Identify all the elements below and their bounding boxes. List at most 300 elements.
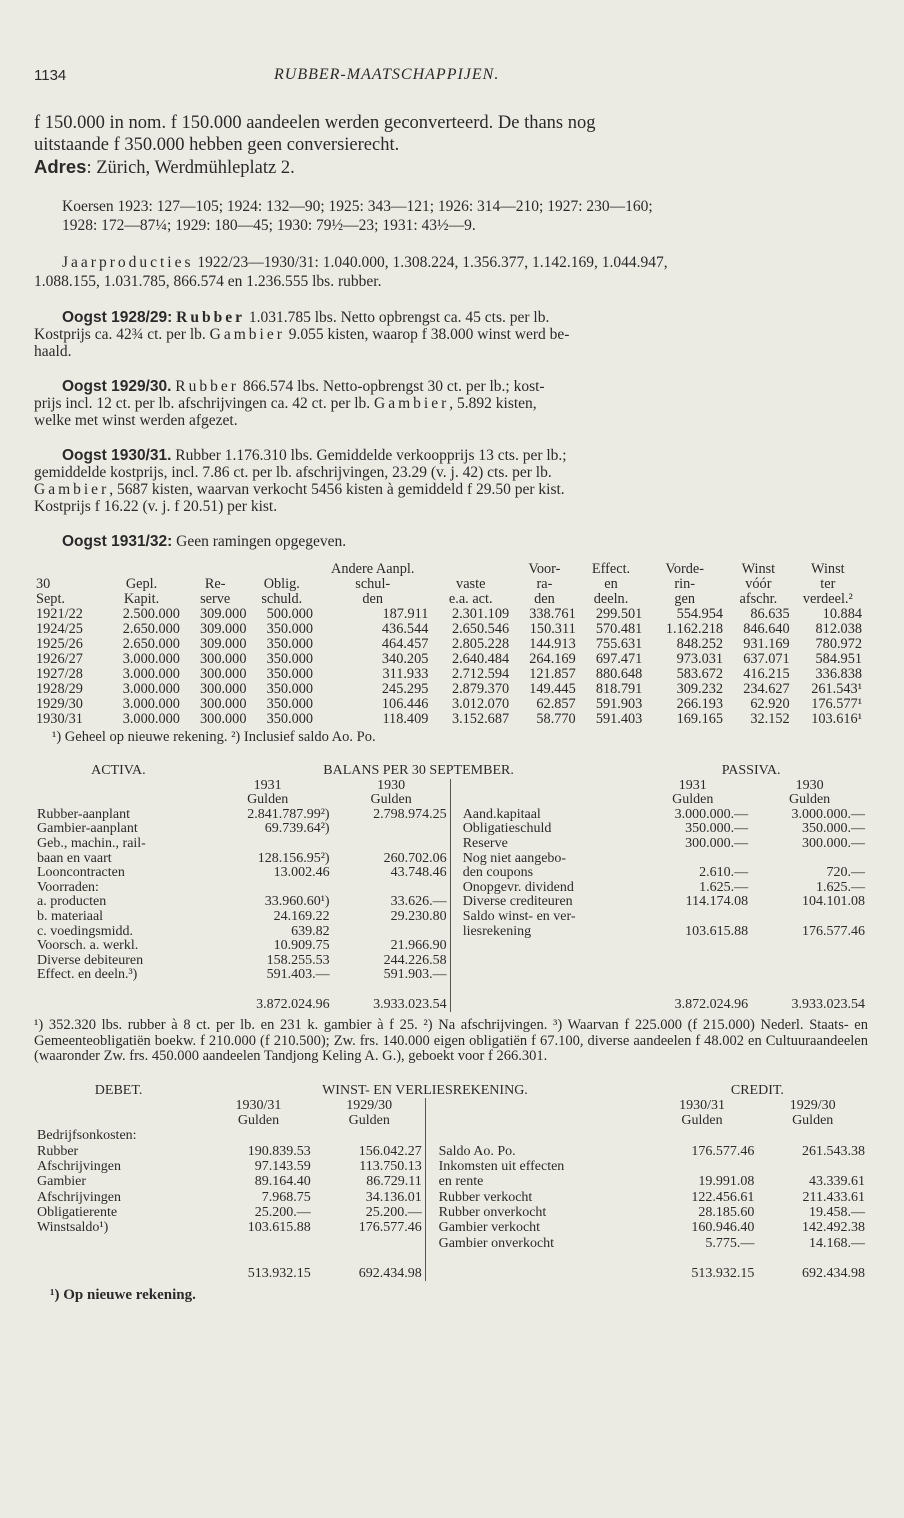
ledger-divider bbox=[450, 998, 460, 1013]
ledger-divider bbox=[450, 837, 460, 852]
balance-year-1: 1931 bbox=[253, 777, 282, 793]
ledger-right-value-2: 720.— bbox=[826, 865, 865, 881]
ledger-total: 3.872.024.96 bbox=[674, 996, 749, 1012]
ledger-left-value-1: 103.615.88 bbox=[247, 1220, 311, 1236]
ledger-divider bbox=[450, 881, 460, 896]
ledger-right-value-1: 5.775.— bbox=[705, 1235, 755, 1251]
stats-cell: 436.544 bbox=[381, 621, 429, 637]
stats-cell: 106.446 bbox=[381, 696, 429, 712]
stats-cell: 931.169 bbox=[743, 636, 790, 652]
stats-header-cell bbox=[34, 562, 101, 577]
stats-cell: 350.000 bbox=[266, 711, 314, 727]
ledger-left-value-2: 25.200.— bbox=[365, 1204, 422, 1220]
ledger-right-label: Saldo winst- en ver- bbox=[462, 908, 576, 924]
ledger-row bbox=[34, 881, 868, 896]
stats-cell: 2.650.000 bbox=[122, 621, 180, 637]
ledger-row bbox=[34, 954, 868, 969]
ledger-left-label: Voorsch. a. werkl. bbox=[37, 938, 139, 954]
ledger-left-value-1: 10.909.75 bbox=[273, 938, 330, 954]
ledger-right-value-1: 122.456.61 bbox=[691, 1189, 755, 1205]
ledger-right-value-1 bbox=[634, 910, 751, 925]
ledger-right-label: Rubber verkocht bbox=[438, 1189, 533, 1205]
ledger-left-value-1: 639.82 bbox=[291, 923, 330, 939]
ledger-row bbox=[34, 837, 868, 852]
stats-cell: 187.911 bbox=[382, 606, 429, 622]
stats-table-body bbox=[34, 607, 864, 727]
stats-cell: 2.500.000 bbox=[122, 606, 180, 622]
oogst-1930-paragraph bbox=[34, 447, 868, 515]
ledger-right-value-1 bbox=[634, 852, 751, 867]
ledger-left-label: Looncontracten bbox=[37, 865, 125, 881]
intro-line-1: f 150.000 in nom. f 150.000 aandeelen werden geconverteerd. De thans nog bbox=[34, 113, 596, 133]
stats-cell: 584.951 bbox=[815, 651, 862, 667]
ledger-total: 513.932.15 bbox=[247, 1266, 311, 1282]
ledger-divider bbox=[450, 808, 460, 823]
ledger-left-label: c. voedingsmidd. bbox=[37, 923, 134, 939]
ledger-row bbox=[34, 1159, 868, 1174]
stats-cell: 350.000 bbox=[266, 636, 314, 652]
pl-unit: Gulden bbox=[681, 1113, 723, 1129]
ledger-divider bbox=[450, 968, 460, 983]
ledger-left-value-2: 260.702.06 bbox=[383, 850, 447, 866]
ledger-divider bbox=[425, 1205, 435, 1220]
ledger-row bbox=[34, 866, 868, 881]
ledger-left-value-2: 33.626.— bbox=[390, 894, 447, 910]
stats-row bbox=[34, 697, 864, 712]
stats-cell: 846.640 bbox=[743, 621, 790, 637]
stats-cell: 3.000.000 bbox=[122, 711, 180, 727]
ledger-right-value-2 bbox=[751, 910, 868, 925]
ledger-divider bbox=[425, 1220, 435, 1235]
ledger-left-value-1: 69.739.64²) bbox=[264, 821, 330, 837]
ledger-right-value-1: 300.000.— bbox=[685, 835, 749, 851]
ledger-right-value-2 bbox=[757, 1159, 868, 1174]
stats-cell: 3.152.687 bbox=[451, 711, 510, 727]
intro-line-2: uitstaande f 350.000 hebben geen conversierecht. bbox=[34, 135, 400, 155]
stats-header-cell: Winst bbox=[741, 561, 776, 577]
ledger-left-value-1: 128.156.95²) bbox=[257, 850, 330, 866]
stats-cell: 416.215 bbox=[743, 666, 790, 682]
ledger-left-label: Effect. en deeln.³) bbox=[37, 967, 138, 983]
ledger-divider bbox=[450, 895, 460, 910]
ledger-right-value-1: 1.625.— bbox=[699, 879, 749, 895]
ledger-left-value-2: 34.136.01 bbox=[365, 1189, 422, 1205]
ledger-empty bbox=[460, 939, 635, 954]
stats-cell: 464.457 bbox=[381, 636, 429, 652]
ledger-divider bbox=[450, 910, 460, 925]
oogst-1929-label: Oogst 1929/30. bbox=[62, 378, 172, 395]
activa-label: ACTIVA. bbox=[91, 763, 146, 778]
stats-cell: 1928/29 bbox=[36, 681, 83, 697]
ledger-left-value-2 bbox=[333, 822, 451, 837]
ledger-divider bbox=[450, 939, 460, 954]
ledger-right-value-1: 103.615.88 bbox=[685, 923, 749, 939]
oogst-1930-text-2: gemiddelde kostprijs, incl. 7.86 ct. per lb. afschrijvingen, 23.29 (v. j. 42) cts. per lb. bbox=[34, 464, 552, 481]
ledger-left-value-2: 176.577.46 bbox=[358, 1220, 422, 1236]
stats-cell: 1.162.218 bbox=[665, 621, 724, 637]
oogst-1931-text: Geen ramingen opgegeven. bbox=[172, 533, 347, 550]
ledger-left-value-2 bbox=[333, 925, 451, 940]
stats-header-cell: Voor- bbox=[528, 561, 561, 577]
ledger-empty bbox=[314, 1236, 425, 1251]
oogst-1929-text-3: welke met winst werden afgezet. bbox=[34, 412, 238, 429]
ledger-right-label: Gambier verkocht bbox=[438, 1220, 541, 1236]
ledger-right-value-1 bbox=[647, 1159, 758, 1174]
stats-header-cell: Kapit. bbox=[123, 591, 160, 607]
stats-cell: 2.650.546 bbox=[451, 621, 510, 637]
stats-header-cell: Effect. bbox=[591, 561, 631, 577]
stats-header-cell: schuld. bbox=[261, 591, 303, 607]
rubber-label: Rubber bbox=[175, 378, 239, 395]
balance-year-1-right: 1931 bbox=[678, 777, 707, 793]
ledger-right-label: Diverse crediteuren bbox=[462, 894, 573, 910]
ledger-total-row bbox=[34, 1266, 868, 1281]
ledger-right-value-2 bbox=[757, 1128, 868, 1143]
stats-header-cell: ter bbox=[820, 576, 836, 592]
gambier-label: Gambier bbox=[209, 326, 285, 343]
ledger-empty bbox=[436, 1266, 647, 1281]
running-title: RUBBER-MAATSCHAPPIJEN. bbox=[274, 66, 500, 83]
stats-header-cell: gen bbox=[674, 591, 696, 607]
stats-table bbox=[34, 562, 864, 727]
ledger-left-label: Afschrijvingen bbox=[37, 1159, 121, 1175]
stats-header-cell bbox=[430, 562, 511, 577]
ledger-total-row bbox=[34, 998, 868, 1013]
ledger-left-value-2: 244.226.58 bbox=[383, 952, 447, 968]
ledger-right-value-1 bbox=[647, 1128, 758, 1143]
ledger-divider bbox=[450, 925, 460, 940]
stats-header-cell: en bbox=[604, 576, 618, 592]
ledger-row bbox=[34, 822, 868, 837]
ledger-right-value-1: 28.185.60 bbox=[698, 1204, 755, 1220]
profit-loss-footnote: ¹) Op nieuwe rekening. bbox=[50, 1287, 196, 1304]
oogst-1931-paragraph bbox=[34, 533, 868, 550]
stats-cell: 1924/25 bbox=[36, 621, 83, 637]
ledger-row bbox=[34, 1144, 868, 1159]
ledger-left-label: Diverse debiteuren bbox=[37, 952, 144, 968]
stats-cell: 3.000.000 bbox=[122, 666, 180, 682]
oogst-1930-text-1: Rubber 1.176.310 lbs. Gemiddelde verkoopprijs 13 cts. per lb.; bbox=[171, 447, 567, 464]
ledger-left-label: a. producten bbox=[37, 894, 107, 910]
ledger-right-label: Gambier onverkocht bbox=[438, 1235, 555, 1251]
stats-cell: 264.169 bbox=[529, 651, 576, 667]
ledger-right-value-1: 350.000.— bbox=[685, 821, 749, 837]
balance-sheet bbox=[34, 764, 868, 1012]
koersen-paragraph bbox=[34, 197, 868, 235]
stats-row bbox=[34, 637, 864, 652]
jaarproducties-text-1: 1922/23—1930/31: 1.040.000, 1.308.224, 1.356.377, 1.142.169, 1.044.947, bbox=[193, 254, 668, 271]
stats-header-cell: Winst bbox=[811, 561, 845, 577]
pl-year-1: 1930/31 bbox=[235, 1097, 282, 1113]
stats-cell: 103.616¹ bbox=[811, 711, 862, 727]
ledger-left-value-2 bbox=[333, 837, 451, 852]
stats-cell: 1929/30 bbox=[36, 696, 83, 712]
stats-cell: 1927/28 bbox=[36, 666, 83, 682]
ledger-left-value-2: 2.798.974.25 bbox=[373, 806, 447, 822]
ledger-row bbox=[34, 1128, 868, 1143]
gambier-label: Gambier bbox=[374, 395, 450, 412]
pl-year-2: 1929/30 bbox=[346, 1097, 393, 1113]
stats-header-cell: rin- bbox=[674, 576, 696, 592]
stats-cell: 300.000 bbox=[200, 696, 247, 712]
stats-cell: 300.000 bbox=[200, 666, 247, 682]
stats-header-cell: e.a. act. bbox=[448, 591, 493, 607]
ledger-right-value-1: 3.000.000.— bbox=[674, 806, 749, 822]
stats-header-cell bbox=[248, 562, 315, 577]
ledger-divider bbox=[450, 822, 460, 837]
stats-cell: 2.712.594 bbox=[451, 666, 510, 682]
ledger-right-value-2: 142.492.38 bbox=[802, 1220, 865, 1236]
balance-unit: Gulden bbox=[370, 792, 412, 808]
address-value: : Zürich, Werdmühleplatz 2. bbox=[86, 158, 295, 178]
ledger-total: 692.434.98 bbox=[802, 1266, 865, 1282]
stats-header-cell: vaste bbox=[456, 576, 486, 592]
jaarproducties-text-2: 1.088.155, 1.031.785, 866.574 en 1.236.555 lbs. rubber. bbox=[34, 273, 382, 290]
jaarproducties-paragraph bbox=[34, 253, 868, 291]
address-label: Adres bbox=[34, 156, 87, 177]
gambier-label: Gambier bbox=[34, 481, 110, 498]
koersen-text-2: 1928: 172—87¼; 1929: 180—45; 1930: 79½—23; 1931: 43½—9. bbox=[62, 217, 476, 234]
stats-cell: 300.000 bbox=[200, 681, 247, 697]
stats-cell: 570.481 bbox=[595, 621, 643, 637]
stats-cell: 340.205 bbox=[381, 651, 429, 667]
ledger-left-value-2: 156.042.27 bbox=[358, 1143, 422, 1159]
ledger-left-value-1: 33.960.60¹) bbox=[264, 894, 330, 910]
balance-year-2: 1930 bbox=[377, 777, 406, 793]
stats-cell: 1926/27 bbox=[36, 651, 83, 667]
oogst-1928-label: Oogst 1928/29: bbox=[62, 309, 173, 326]
stats-cell: 812.038 bbox=[815, 621, 862, 637]
ledger-divider bbox=[425, 1266, 435, 1281]
balance-year-2-right: 1930 bbox=[795, 777, 824, 793]
ledger-empty bbox=[751, 954, 868, 969]
stats-header-cell: den bbox=[362, 591, 384, 607]
ledger-right-label: liesrekening bbox=[462, 923, 532, 939]
ledger-left-value-1 bbox=[203, 881, 333, 896]
ledger-left-value-1: 24.169.22 bbox=[273, 908, 330, 924]
stats-cell: 309.232 bbox=[676, 681, 724, 697]
ledger-row bbox=[34, 808, 868, 823]
ledger-right-label: den coupons bbox=[462, 865, 534, 881]
pl-year-1-right: 1930/31 bbox=[679, 1097, 725, 1113]
stats-header-cell: serve bbox=[200, 591, 231, 607]
ledger-right-label: en rente bbox=[438, 1174, 484, 1190]
ledger-row bbox=[34, 895, 868, 910]
debet-label: DEBET. bbox=[94, 1082, 143, 1098]
stats-cell: 697.471 bbox=[595, 651, 643, 667]
ledger-left-value-2 bbox=[314, 1128, 425, 1143]
stats-header-cell: Re- bbox=[204, 576, 226, 592]
stats-cell: 591.903 bbox=[595, 696, 643, 712]
ledger-right-value-2: 19.458.— bbox=[809, 1204, 865, 1220]
stats-cell: 780.972 bbox=[815, 636, 862, 652]
ledger-left-value-1: 2.841.787.99²) bbox=[247, 806, 330, 822]
stats-header-cell: deeln. bbox=[593, 591, 629, 607]
ledger-right-label: Aand.kapitaal bbox=[462, 806, 541, 822]
stats-cell: 2.879.370 bbox=[451, 681, 510, 697]
stats-cell: 350.000 bbox=[266, 696, 314, 712]
stats-cell: 150.311 bbox=[529, 621, 576, 637]
ledger-right-value-1: 160.946.40 bbox=[691, 1220, 755, 1236]
koersen-text-1: 1923: 127—105; 1924: 132—90; 1925: 343—121; 1926: 314—210; 1927: 230—160; bbox=[113, 198, 653, 215]
stats-cell: 309.000 bbox=[200, 606, 247, 622]
ledger-row bbox=[34, 1174, 868, 1189]
stats-cell: 1930/31 bbox=[36, 711, 83, 727]
oogst-1930-label: Oogst 1930/31. bbox=[62, 447, 172, 464]
ledger-left-value-2: 43.748.46 bbox=[390, 865, 447, 881]
ledger-right-value-2: 1.625.— bbox=[816, 879, 865, 895]
stats-row bbox=[34, 667, 864, 682]
ledger-right-label: Onopgevr. dividend bbox=[462, 879, 574, 895]
ledger-empty bbox=[460, 998, 635, 1013]
stats-cell: 2.650.000 bbox=[122, 636, 180, 652]
ledger-divider bbox=[425, 1174, 435, 1189]
stats-cell: 149.445 bbox=[529, 681, 576, 697]
pl-unit: Gulden bbox=[348, 1113, 390, 1129]
jaarproducties-label: Jaarproducties bbox=[62, 254, 194, 271]
ledger-left-value-1 bbox=[203, 837, 333, 852]
ledger-left-value-2: 113.750.13 bbox=[359, 1159, 422, 1175]
stats-header-cell bbox=[182, 562, 249, 577]
stats-cell: 309.000 bbox=[200, 621, 247, 637]
stats-header-row bbox=[34, 562, 864, 577]
balance-footnote: ¹) 352.320 lbs. rubber à 8 ct. per lb. en 231 k. gambier à f 25. ²) Na afschrijvingen. ³) Waarvan f 225.000 (f 215.000) Nederl. Staats- en Gemeenteobligatiën boekw. f 210.000 (f 210.500); Zw. frs. 140.000 eigen obligatiën f 67.100, diverse aandeelen f 48.002 en Cultuuraandeelen (waaronder Zw. frs. 450.000 aandeelen Tandjong Keling A. G.), geboekt voor f 266.301. bbox=[34, 1017, 868, 1065]
stats-cell: 144.913 bbox=[529, 636, 576, 652]
ledger-row bbox=[34, 968, 868, 983]
ledger-row bbox=[34, 1236, 868, 1251]
ledger-right-label: Obligatieschuld bbox=[462, 821, 552, 837]
stats-cell: 261.543¹ bbox=[811, 681, 862, 697]
ledger-right-value-2 bbox=[751, 852, 868, 867]
ledger-left-label: Voorraden: bbox=[37, 879, 99, 895]
ledger-right-value-2: 211.433.61 bbox=[802, 1189, 865, 1205]
stats-cell: 2.640.484 bbox=[451, 651, 510, 667]
stats-row bbox=[34, 652, 864, 667]
stats-cell: 350.000 bbox=[266, 681, 314, 697]
ledger-row bbox=[34, 1205, 868, 1220]
stats-cell: 818.791 bbox=[595, 681, 643, 697]
stats-cell: 848.252 bbox=[676, 636, 724, 652]
ledger-left-value-1: 158.255.53 bbox=[266, 952, 330, 968]
stats-cell: 3.000.000 bbox=[122, 696, 180, 712]
page-number: 1134 bbox=[34, 66, 67, 84]
stats-cell: 234.627 bbox=[743, 681, 790, 697]
stats-cell: 637.071 bbox=[743, 651, 790, 667]
ledger-left-label: Rubber-aanplant bbox=[37, 806, 131, 822]
stats-note: ¹) Geheel op nieuwe rekening. ²) Inclusief saldo Ao. Po. bbox=[52, 729, 376, 745]
stats-cell: 350.000 bbox=[266, 651, 314, 667]
ledger-right-label bbox=[436, 1128, 647, 1143]
ledger-row bbox=[34, 1190, 868, 1205]
stats-header-cell: schul- bbox=[355, 576, 391, 592]
ledger-empty bbox=[751, 939, 868, 954]
rubber-label: Rubber bbox=[176, 309, 245, 326]
oogst-1928-text-2a: Kostprijs ca. 42¾ ct. per lb. bbox=[34, 326, 206, 343]
balance-unit: Gulden bbox=[788, 792, 831, 808]
ledger-right-label: Reserve bbox=[462, 835, 508, 851]
stats-cell: 2.805.228 bbox=[451, 636, 510, 652]
ledger-empty bbox=[34, 998, 203, 1013]
stats-row bbox=[34, 607, 864, 622]
ledger-left-label: Bedrijfsonkosten: bbox=[37, 1128, 137, 1144]
ledger-left-value-1 bbox=[203, 1128, 314, 1143]
oogst-1929-paragraph bbox=[34, 378, 868, 429]
oogst-1931-label: Oogst 1931/32: bbox=[62, 533, 173, 550]
pl-year-2-right: 1929/30 bbox=[789, 1097, 836, 1113]
stats-header-cell: Oblig. bbox=[263, 576, 300, 592]
balance-unit: Gulden bbox=[672, 792, 714, 808]
ledger-left-value-1: 190.839.53 bbox=[247, 1143, 311, 1159]
stats-cell: 300.000 bbox=[200, 711, 247, 727]
ledger-total: 3.872.024.96 bbox=[256, 996, 330, 1012]
stats-cell: 500.000 bbox=[266, 606, 314, 622]
ledger-right-value-2: 14.168.— bbox=[809, 1235, 865, 1251]
ledger-divider bbox=[425, 1128, 435, 1143]
ledger-right-value-1: 19.991.08 bbox=[698, 1174, 755, 1190]
stats-cell: 300.000 bbox=[200, 651, 247, 667]
ledger-right-value-2: 176.577.46 bbox=[802, 923, 865, 939]
stats-header-cell: afschr. bbox=[739, 591, 778, 607]
stats-cell: 3.000.000 bbox=[122, 681, 180, 697]
stats-cell: 973.031 bbox=[676, 651, 724, 667]
ledger-empty bbox=[34, 1266, 203, 1281]
passiva-label: PASSIVA. bbox=[721, 763, 781, 778]
ledger-row bbox=[34, 852, 868, 867]
stats-cell: 350.000 bbox=[266, 621, 314, 637]
stats-cell: 311.933 bbox=[382, 666, 429, 682]
stats-cell: 554.954 bbox=[676, 606, 724, 622]
stats-row bbox=[34, 682, 864, 697]
ledger-divider bbox=[425, 1236, 435, 1251]
oogst-1928-text-1: 1.031.785 lbs. Netto opbrengst ca. 45 cts. per lb. bbox=[244, 309, 550, 326]
ledger-left-value-1: 97.143.59 bbox=[254, 1159, 311, 1175]
stats-header-cell: 30 bbox=[36, 576, 51, 592]
ledger-right-value-2: 3.000.000.— bbox=[791, 806, 865, 822]
stats-header-cell: vóór bbox=[745, 576, 772, 592]
stats-cell: 3.000.000 bbox=[122, 651, 180, 667]
ledger-empty bbox=[203, 1236, 314, 1251]
stats-cell: 583.672 bbox=[676, 666, 724, 682]
stats-cell: 299.501 bbox=[595, 606, 643, 622]
ledger-right-label: Nog niet aangebo- bbox=[462, 850, 567, 866]
intro-paragraph bbox=[34, 112, 868, 179]
ledger-divider bbox=[450, 866, 460, 881]
stats-cell: 1925/26 bbox=[36, 636, 83, 652]
stats-cell: 245.295 bbox=[381, 681, 429, 697]
ledger-left-label: Winstsaldo¹) bbox=[37, 1220, 109, 1236]
ledger-empty bbox=[34, 1236, 203, 1251]
credit-label: CREDIT. bbox=[730, 1082, 784, 1098]
oogst-1928-text-2b: 9.055 kisten, waarop f 38.000 winst werd be- bbox=[284, 326, 570, 343]
stats-cell: 118.409 bbox=[382, 711, 429, 727]
ledger-empty bbox=[634, 954, 751, 969]
stats-cell: 3.012.070 bbox=[451, 696, 510, 712]
ledger-right-value-1: 2.610.— bbox=[699, 865, 749, 881]
ledger-total: 3.933.023.54 bbox=[791, 996, 865, 1012]
ledger-left-value-2: 86.729.11 bbox=[366, 1174, 422, 1190]
oogst-1928-paragraph bbox=[34, 309, 868, 360]
stats-cell: 309.000 bbox=[200, 636, 247, 652]
ledger-left-value-1: 89.164.40 bbox=[254, 1174, 311, 1190]
profit-loss-title: WINST- EN VERLIESREKENING. bbox=[322, 1082, 528, 1098]
ledger-left-label: Geb., machin., rail- bbox=[37, 835, 146, 851]
ledger-right-value-1: 114.174.08 bbox=[685, 894, 749, 910]
ledger-empty bbox=[460, 954, 635, 969]
stats-cell: 755.631 bbox=[595, 636, 643, 652]
ledger-right-value-1: 176.577.46 bbox=[691, 1143, 755, 1159]
ledger-divider bbox=[425, 1159, 435, 1174]
ledger-left-value-2: 21.966.90 bbox=[390, 938, 447, 954]
